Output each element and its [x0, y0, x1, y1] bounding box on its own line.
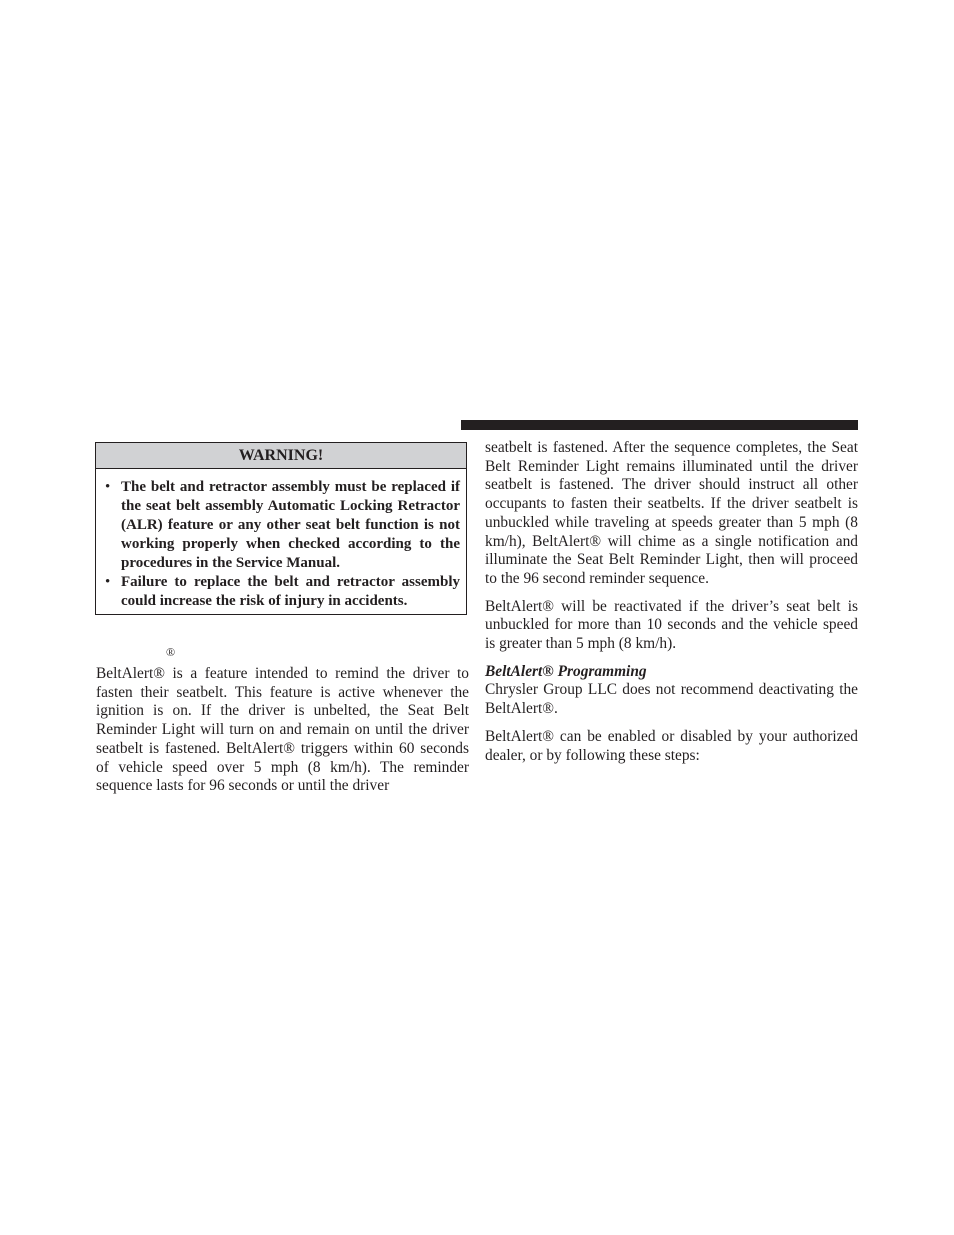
top-rule: [461, 420, 858, 430]
warning-title: WARNING!: [96, 443, 466, 469]
warning-box: [95, 442, 467, 615]
left-column: [96, 665, 469, 796]
warning-item-text: Failure to replace the belt and retractor assembly could increase the risk of injury in accidents.: [121, 574, 460, 609]
paragraph: BeltAlert® can be enabled or disabled by your authorized dealer, or by following these steps:: [485, 727, 858, 764]
section-heading: [96, 645, 175, 659]
right-column: [485, 439, 858, 774]
paragraph: BeltAlert® is a feature intended to remind the driver to fasten their seatbelt. This feature is active whenever the ignition is on. If the driver is unbelted, the Seat Belt Reminder Light will turn on and remain on until the driver seatbelt is fastened. BeltAlert® triggers within 60 seconds of vehicle speed over 5 mph (8 km/h). The reminder sequence lasts for 96 seconds or until the driver: [96, 665, 469, 795]
paragraph: BeltAlert® will be reactivated if the driver’s seat belt is unbuckled for more than 10 seconds and the vehicle speed is greater than 5 mph (8 km/h).: [485, 597, 858, 653]
warning-item: [105, 478, 460, 573]
warning-item: [105, 573, 460, 611]
warning-item-text: The belt and retractor assembly must be replaced if the seat belt assembly Automatic Locking Retractor (ALR) feature or any other seat belt function is not working properly when checked according to the procedures in the Service Manual.: [121, 479, 460, 571]
subsection-heading: BeltAlert® Programming: [485, 662, 647, 680]
paragraph: Chrysler Group LLC does not recommend deactivating the BeltAlert®.: [485, 681, 858, 718]
warning-list: [96, 469, 466, 611]
bullet-icon: •: [105, 574, 111, 590]
paragraph: seatbelt is fastened. After the sequence completes, the Seat Belt Reminder Light remains illuminated until the driver seatbelt is fastened. The driver should instruct all other occupants to fasten their seatbelts. If the driver seatbelt is unbuckled while traveling at speeds greater than 5 mph (8 km/h), BeltAlert® will chime as a single notification and illuminate the Seat Belt Reminder Light, then will proceed to the 96 second reminder sequence.: [485, 439, 858, 587]
bullet-icon: •: [105, 479, 111, 495]
registered-mark: ®: [166, 645, 176, 659]
